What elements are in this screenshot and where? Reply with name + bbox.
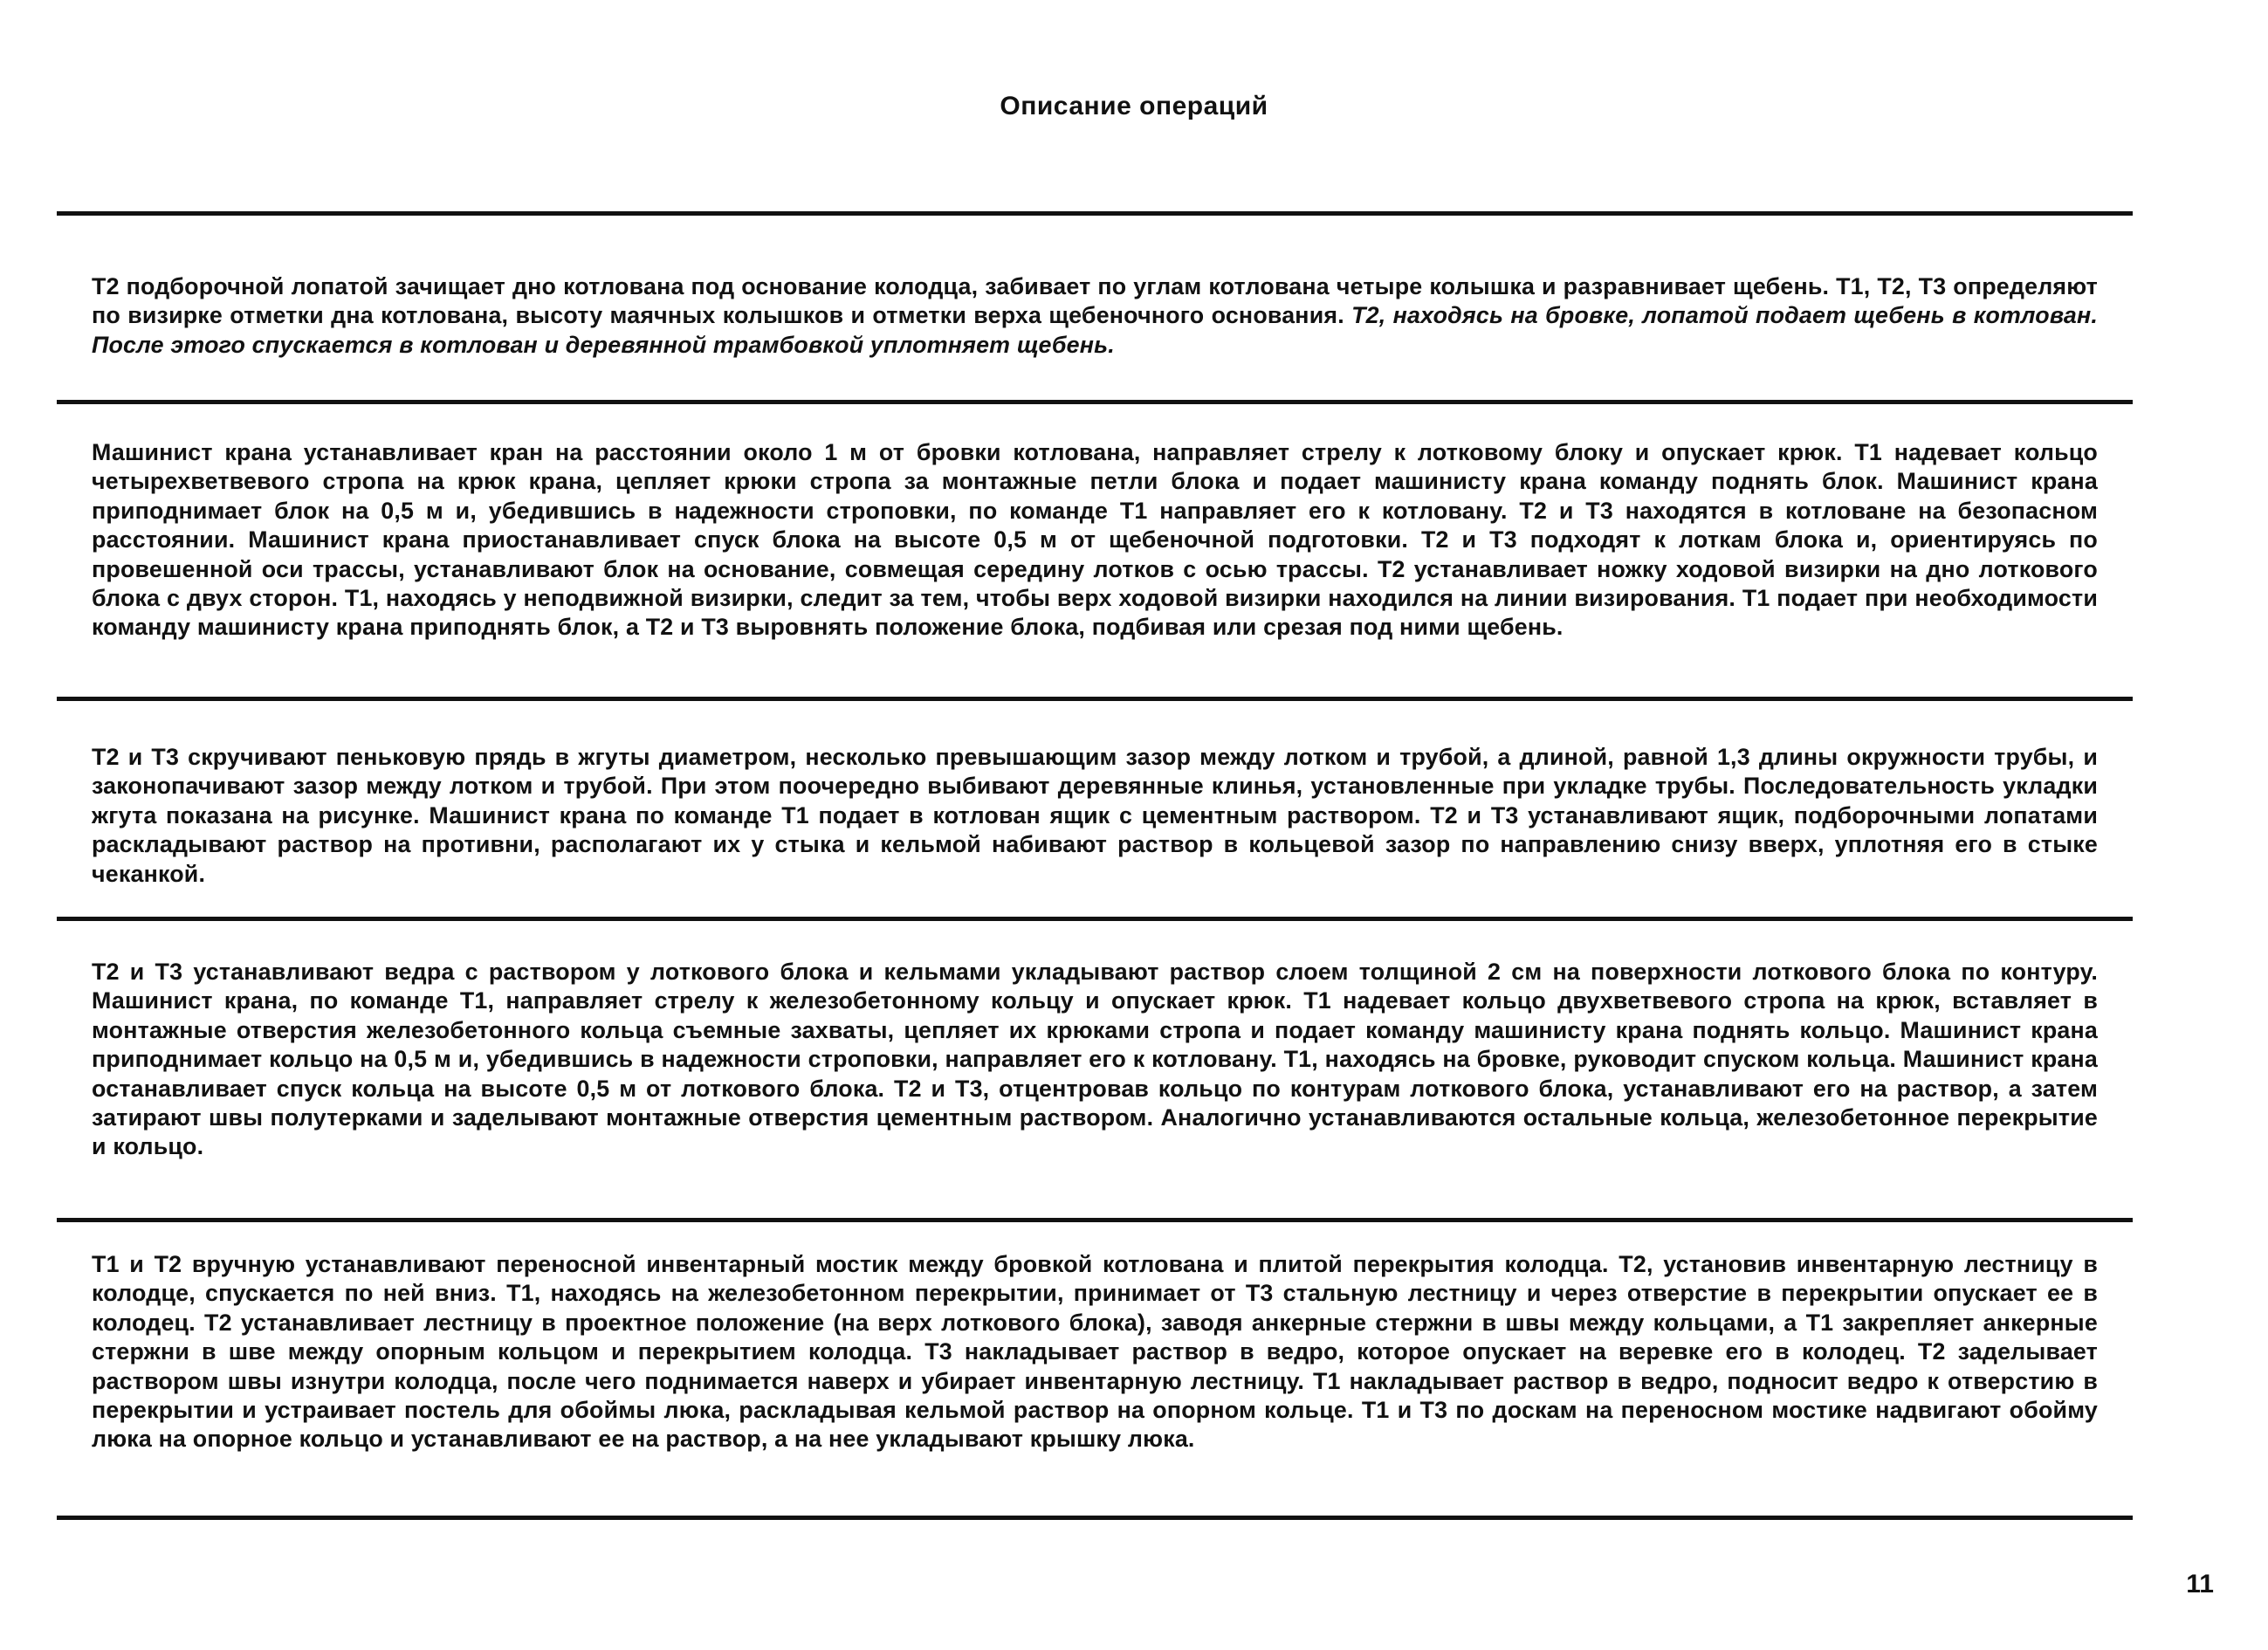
section-text: Машинист крана устанавливает кран на расстоянии около 1 м от бровки котлована, направляет стрелу к лотковому блоку и опускает крюк. Т1 надевает кольцо четырехветвевого стропа на крюк крана, цепляет крюки стропа за монтажные петли блока и подает машинисту крана команду поднять блок. Машинист крана приподнимает блок на 0,5 м и, убедившись в надежности строповки, по команде Т1 направляет его к котловану. Т2 и Т3 находятся в котловане на безопасном расстоянии. Машинист крана приостанавливает спуск блока на высоте 0,5 м от щебеночной подготовки. Т2 и Т3 подходят к лоткам блока и, ориентируясь по провешенной оси трассы, устанавливают блок на основание, совмещая середину лотков с осью трассы. Т2 устанавливает ножку ходовой визирки на дно лоткового блока с двух сторон. Т1, находясь у неподвижной визирки, следит за тем, чтобы верх ходовой визирки находился на линии визирования. Т1 подает при необходимости команду машинисту крана приподнять блок, а Т2 и Т3 выровнять положение блока, подбивая или срезая под ними щебень.	[92, 439, 2098, 641]
divider	[57, 917, 2133, 921]
section-text: Т1 и Т2 вручную устанавливают переносной инвентарный мостик между бровкой котлована и плитой перекрытия колодца. Т2, установив инвентарную лестницу в колодце, спускается по ней вниз. Т1, находясь на железобетонном перекрытии, принимает от Т3 стальную лестницу и через отверстие в перекрытии опускает ее в колодец. Т2 устанавливает лестницу в проектное положение (на верх лоткового блока), заводя анкерные стержни в швы между кольцами, а Т1 закрепляет анкерные стержни в шве между опорным кольцом и перекрытием колодца. Т3 накладывает раствор в ведро, которое опускает на веревке его в колодец. Т2 заделывает раствором швы изнутри колодца, после чего поднимается наверх и убирает инвентарную лестницу. Т1 накладывает раствор в ведро, подносит ведро к отверстию в перекрытии и устраивает постель для обоймы люка, раскладывая кельмой раствор на опорном кольце. Т1 и Т3 по доскам на переносном мостике надвигают обойму люка на опорное кольцо и устанавливают ее на раствор, а на нее укладывают крышку люка.	[92, 1251, 2098, 1453]
operation-section-5	[92, 1250, 2098, 1454]
section-text: Т2 подборочной лопатой зачищает дно котлована под основание колодца, забивает по углам котлована четыре колышка и разравнивает щебень. Т1, Т2, Т3 определяют по визирке отметки дна котлована, высоту маячных колышков и отметки верха щебеночного основания.	[92, 273, 2098, 329]
operation-section-1	[92, 272, 2098, 360]
page-title: Описание операций	[1000, 92, 1268, 120]
operation-section-3	[92, 743, 2098, 889]
section-text: Т2 и Т3 устанавливают ведра с раствором у лоткового блока и кельмами укладывают раствор слоем толщиной 2 см на поверхности лоткового блока по контуру. Машинист крана, по команде Т1, направляет стрелу к железобетонному кольцу и опускает крюк. Т1 надевает кольцо двухветвевого стропа на крюк, вставляет в монтажные отверстия железобетонного кольца съемные захваты, цепляет их крюками стропа и подает команду машинисту крана поднять кольцо. Машинист крана приподнимает кольцо на 0,5 м и, убедившись в надежности строповки, направляет его к котловану. Т1, находясь на бровке, руководит спуском кольца. Машинист крана останавливает спуск кольца на высоте 0,5 м от лоткового блока. Т2 и Т3, отцентровав кольцо по контурам лоткового блока, устанавливают его на раствор, а затем затирают швы полутерками и заделывают монтажные отверстия цементным раствором. Аналогично устанавливаются остальные кольца, железобетонное перекрытие и кольцо.	[92, 959, 2098, 1160]
operation-section-2	[92, 438, 2098, 643]
divider	[57, 697, 2133, 701]
divider	[57, 211, 2133, 216]
section-text: Т2 и Т3 скручивают пеньковую прядь в жгуты диаметром, несколько превышающим зазор между лотком и трубой, а длиной, равной 1,3 длины окружности трубы, и законопачивают зазор между лотком и трубой. При этом поочередно выбивают деревянные клинья, установленные при укладке трубы. Последовательность укладки жгута показана на рисунке. Машинист крана по команде Т1 подает в котлован ящик с цементным раствором. Т2 и Т3 устанавливают ящик, подборочными лопатами раскладывают раствор на противни, располагают их у стыка и кельмой набивают раствор в кольцевой зазор по направлению снизу вверх, уплотняя его в стыке чеканкой.	[92, 744, 2098, 887]
operation-section-4	[92, 958, 2098, 1162]
page-number: 11	[2186, 1570, 2214, 1598]
divider	[57, 1218, 2133, 1222]
divider	[57, 400, 2133, 404]
divider	[57, 1516, 2133, 1520]
section-text-italic: Т2, находясь на бровке, лопатой подает щебень в котлован. После этого спускается в котлован и деревянной трамбовкой уплотняет щебень.	[92, 302, 2098, 358]
